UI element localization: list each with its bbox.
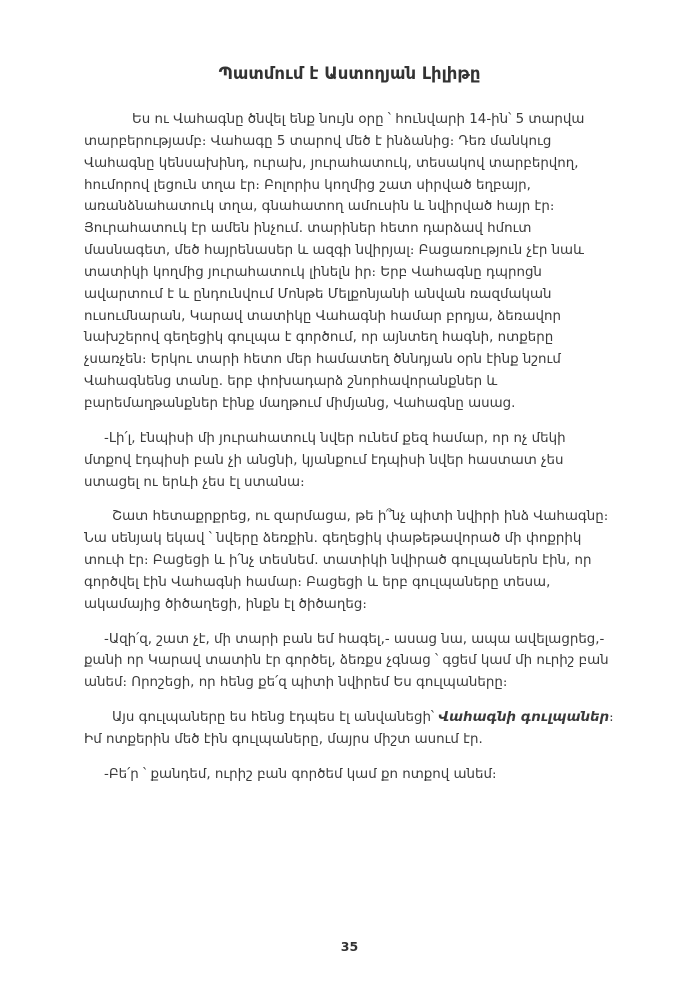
page-number: 35 bbox=[340, 939, 359, 954]
paragraph-mixed-emphasis: Վահագնի գուլպաներ bbox=[438, 710, 610, 726]
page-title: Պատմում է Աստողյան Լիլիթը bbox=[218, 64, 481, 83]
paragraph-dialogue-1: -Լի՛լ, էնպիսի մի յուրահատուկ նվեր ունեմ քեզ համար, որ ոչ մեկի մտքով էդպիսի բան չի անցնի, կյանքում էդպիսի նվեր հաստատ չես ստացել ու երևի չես էլ ստանա։ bbox=[84, 430, 566, 490]
paragraph-mixed bbox=[84, 707, 615, 751]
paragraph-intro: Ես ու Վահագնը ծնվել ենք նույն օրը ՝ հունվարի 14-ին՝ 5 տարվա տարբերությամբ։ Վահագը 5 տարով մեծ է ինձանից։ Դեռ մանկուց Վահագնը կենսախինդ, ուրախ, յուրահատուկ, տեսակով տարբերվող, հումորով լեցուն տղա էր։ Բոլորիս կողմից շատ սիրված եղբայր, առանձնահատուկ տղա, գնահատող ամուսին և նվիրված հայր էր։ Յուրահատուկ էր ամեն ինչում. տարիներ հետո դարձավ հմուտ մասնագետ, մեծ հայրենասեր և ազգի նվիրյալ։ Բացառություն չէր նաև տատիկի կողմից յուրահատուկ լինելն իր։ Երբ Վահագնը դպրոցն ավարտում է և ընդունվում Մոնթե Մելքոնյանի անվան ռազմական ուսումնարան, Կարավ տատիկը Վահագնի համար բրդյա, ձեռավոր նախշերով գեղեցիկ գուլպա է գործում, որ այնտեղ հագնի, ոտքերը չսառչեն։ Երկու տարի հետո մեր համատեղ ծննդյան օրն էինք նշում Վահագնենց տանը. երբ փոխադարձ շնորհավորանքներ և բարեմաղթանքներ էինք մաղթում միմյանց, Վահագնը ասաց. bbox=[84, 112, 585, 411]
paragraph-mixed-post: ։ Իմ ոտքերին մեծ էին գուլպաները, մայրս միշտ ասում էր. bbox=[84, 710, 614, 747]
paragraph-dialogue-2: -Ազի՛զ, շատ չէ, մի տարի բան եմ հագել,- ասաց նա, ապա ավելացրեց,- քանի որ Կարավ տատին էր գործել, ձեռքս չգնաց ՝ գցեմ կամ մի ուրիշ բան անեմ։ Որոշեցի, որ հենց քե՛զ պիտի նվիրեմ Ես գուլպաները։ bbox=[84, 631, 609, 691]
paragraph-dialogue-3: -Բե՛ր ՝ քանդեմ, ուրիշ բան գործեմ կամ քո ոտքով անեմ։ bbox=[104, 766, 497, 782]
paragraph-mixed-pre: Այս գուլպաները ես հենց էդպես էլ անվանեցի՝ bbox=[112, 710, 439, 726]
paragraph-narrative-2: Շատ հետաքրքրեց, ու զարմացա, թե ի՞նչ պիտի նվիրի ինձ Վահագնը։ Նա սենյակ եկավ ՝ նվերը ձեռքին. գեղեցիկ փաթեթավորած մի փոքրիկ տուփ էր։ Բացեցի և ի՛նչ տեսնեմ. տատիկի նվիրած գուլպաներն էին, որ գործվել էին Վահագնի համար։ Բացեցի և երբ գուլպաները տեսա, ակամայից ծիծաղեցի, ինքն էլ ծիծաղեց։ bbox=[84, 509, 609, 612]
